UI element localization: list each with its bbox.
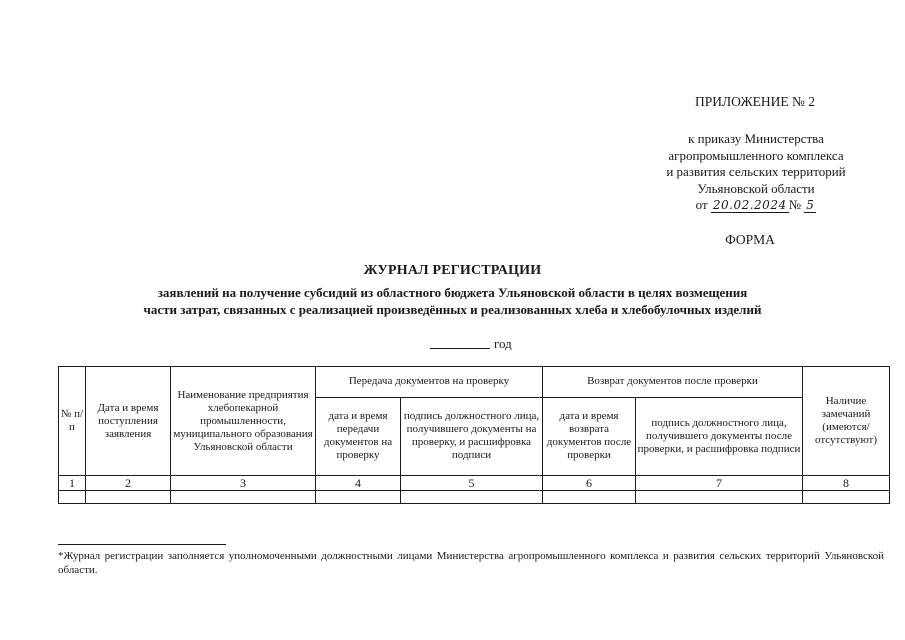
journal-title: ЖУРНАЛ РЕГИСТРАЦИИ: [363, 263, 542, 278]
table-cell: [59, 491, 86, 504]
table-cell: [316, 491, 401, 504]
order-date: 20.02.2024: [712, 198, 787, 212]
header-number: № п/п: [59, 367, 86, 476]
journal-subtitle: [0, 285, 905, 318]
column-number: 2: [86, 476, 171, 491]
order-number: 5: [806, 198, 815, 212]
appendix-label: ПРИЛОЖЕНИЕ № 2: [694, 94, 816, 109]
number-prefix: №: [788, 197, 801, 212]
subtitle-line: части затрат, связанных с реализацией произведённых и реализованных хлеба и хлебобулочных изделий: [143, 301, 762, 317]
form-label: ФОРМА: [725, 232, 775, 247]
date-prefix: от: [695, 197, 708, 212]
header-remarks: Наличие замечаний (имеются/ отсутствуют): [803, 367, 890, 476]
order-line: агропромышленного комплекса: [668, 147, 844, 163]
table-cell: [543, 491, 636, 504]
header-return-signature: подпись должностного лица, получившего документы после проверки, и расшифровка подписи: [636, 397, 803, 475]
column-number: 5: [401, 476, 543, 491]
table-cell: [171, 491, 316, 504]
order-reference: [626, 131, 886, 214]
header-transfer-date: дата и время передачи документов на проверку: [316, 397, 401, 475]
order-line: к приказу Министерства: [688, 131, 824, 146]
header-return-date: дата и время возврата документов после проверки: [543, 397, 636, 475]
subtitle-line: заявлений на получение субсидий из областного бюджета Ульяновской области в целях возмещения: [157, 285, 748, 300]
header-enterprise: Наименование предприятия хлебопекарной промышленности, муниципального образования Ульяновской области: [171, 367, 316, 476]
column-numbers-row: [59, 476, 890, 491]
order-date-number: [626, 197, 886, 214]
table-row: [59, 491, 890, 504]
column-number: 4: [316, 476, 401, 491]
year-field: [430, 336, 512, 352]
header-date: Дата и время поступления заявления: [86, 367, 171, 476]
footnote: *Журнал регистрации заполняется уполномоченными должностными лицами Министерства агропромышленного комплекса и развития сельских территорий Ульяновской области.: [58, 550, 884, 576]
order-line: Ульяновской области: [697, 180, 815, 196]
column-number: 6: [543, 476, 636, 491]
order-line: и развития сельских территорий: [666, 164, 846, 179]
table-cell: [86, 491, 171, 504]
year-blank: [430, 348, 490, 349]
header-transfer-group: Передача документов на проверку: [316, 367, 543, 398]
year-label: год: [494, 336, 512, 351]
column-number: 1: [59, 476, 86, 491]
registration-table: [58, 366, 890, 504]
table-header-row: [59, 367, 890, 398]
column-number: 7: [636, 476, 803, 491]
table-cell: [636, 491, 803, 504]
table-cell: [803, 491, 890, 504]
column-number: 8: [803, 476, 890, 491]
table-cell: [401, 491, 543, 504]
footnote-divider: [58, 544, 226, 545]
header-return-group: Возврат документов после проверки: [543, 367, 803, 398]
header-transfer-signature: подпись должностного лица, получившего документы на проверку, и расшифровка подписи: [401, 397, 543, 475]
column-number: 3: [171, 476, 316, 491]
